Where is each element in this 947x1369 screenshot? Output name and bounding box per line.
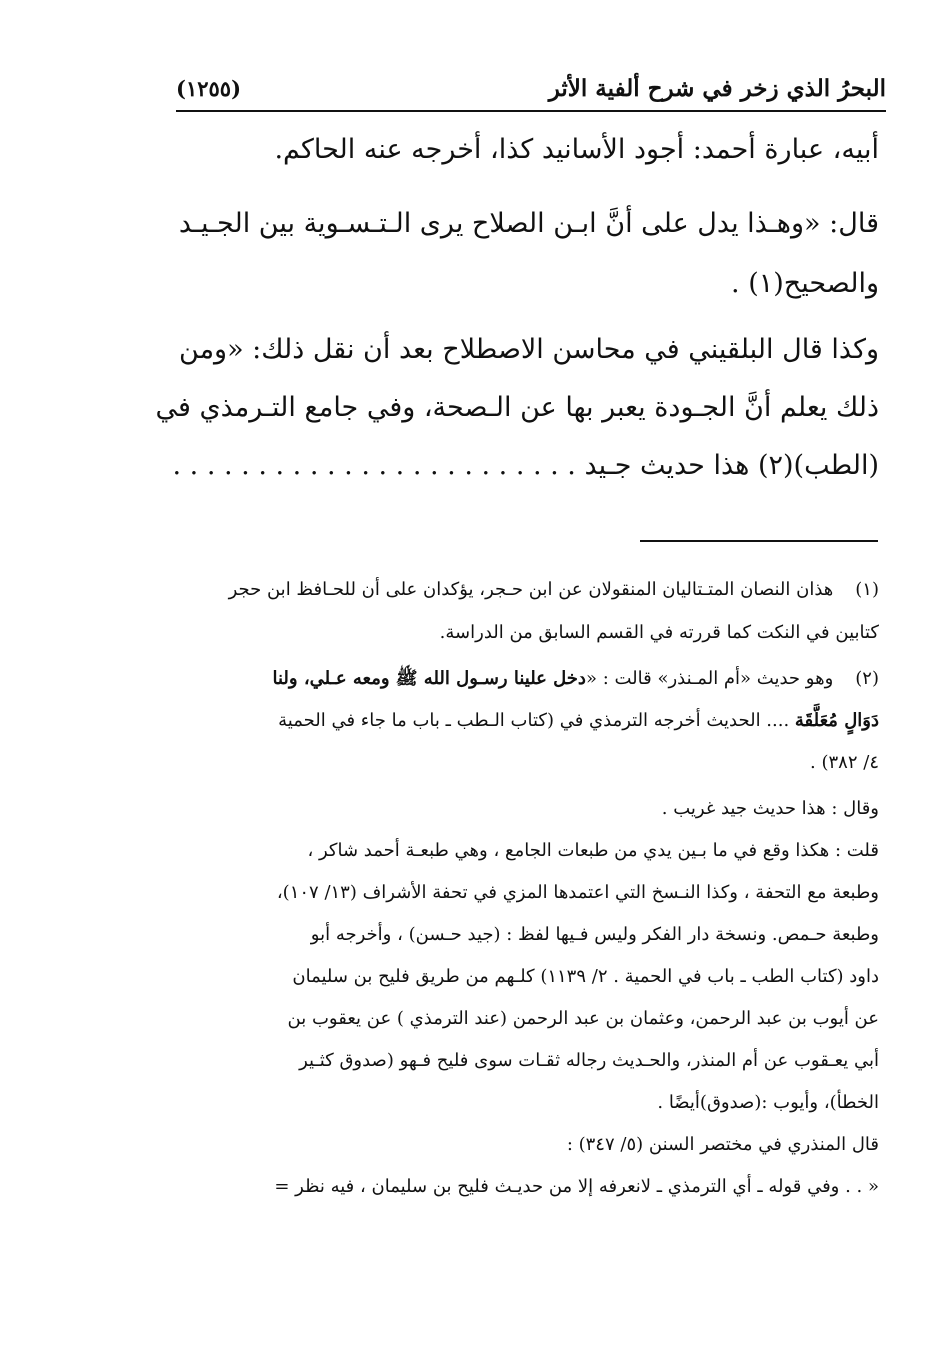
footnote-text: .... الحديث أخرجه الترمذي في (كتاب الـطب ـ باب ما جاء في الحمية [278, 710, 795, 731]
footnote-line: الخطأ)، وأيوب :(صدوق)أيضًا . [657, 1092, 879, 1113]
footnote-line: قال المنذري في مختصر السنن (٥/ ٣٤٧) : [566, 1134, 879, 1155]
footnote-line: أبي يعـقوب عن أم المنذر، والحـديث رجاله ثقـات سوى فليح فـهو (صدوق كثـير [299, 1050, 879, 1071]
footnote-line: وطبعة حـمص. ونسخة دار الفكر وليس فـيها لفظ : (جيد حـسن) ، وأخرجه أبو [310, 924, 879, 945]
footnote-separator [640, 540, 878, 542]
footnote-line: عن أيوب بن عبد الرحمن، وعثمان بن عبد الرحمن (عند الترمذي ) عن يعقوب بن [287, 1008, 879, 1029]
body-line: والصحيح(١) . [731, 268, 879, 299]
hadith-quote: دَوَالٍ مُعَلَّقَة [794, 710, 879, 731]
page-number: (١٢٥٥) [176, 75, 241, 101]
footnote-line: وطبعة مع التحفة ، وكذا النـسخ التي اعتمدها المزي في تحفة الأشراف (١٣/ ١٠٧)، [276, 882, 879, 903]
footnote-line: كتابين في النكت كما قررته في القسم السابق من الدراسة. [439, 622, 879, 643]
footnote-text: هذان النصان المتـتاليان المنقولان عن ابن حـجر، يؤكدان على أن للحـافظ ابن حجر [228, 579, 834, 600]
footnote-number: (٢) [855, 668, 879, 689]
footnote-text: وهو حديث «أم المـنذر» قالت : « [585, 668, 834, 689]
footnote-line [278, 710, 879, 731]
book-title: البحرُ الذي زخر في شرح ألفية الأثر [548, 74, 886, 102]
footnote-line: وقال : هذا حديث جيد غريب . [661, 798, 879, 819]
footnote-2 [272, 667, 879, 693]
footnote-line: ٤/ ٣٨٢) . [810, 752, 879, 773]
body-line: أبيه، عبارة أحمد: أجود الأسانيد كذا، أخرجه عنه الحاكم. [274, 134, 879, 165]
body-line: وكذا قال البلقيني في محاسن الاصطلاح بعد أن نقل ذلك: «ومن [179, 334, 879, 365]
footnote-line: « . . وفي قوله ـ أي الترمذي ـ لانعرفه إلا من حديـث فليح بن سليمان ، فيه نظر = [274, 1176, 879, 1197]
body-line: (الطب)(٢) هذا حديث جـيد . . . . . . . . . . . . . . . . . . . . . . . . [172, 450, 879, 481]
footnote-line: قلت : هكذا وقع في ما بـين يدي من طبعات الجامع ، وهي طبعـة أحمد شاكر ، [307, 840, 879, 861]
footnote-number: (١) [855, 579, 879, 600]
body-line: ذلك يعلم أنَّ الجـودة يعبر بها عن الـصحة، وفي جامع التـرمذي في [155, 392, 879, 423]
body-line: قال: «وهـذا يدل على أنَّ ابـن الصلاح يرى الـتـسـوية بين الجـيـد [178, 208, 879, 239]
footnote-line: داود (كتاب الطب ـ باب في الحمية . ٢/ ١١٣٩) كلـهم من طريق فليح بن سليمان [292, 966, 879, 987]
footnote-1 [229, 579, 879, 600]
hadith-quote: دخل علينا رسـول الله ﷺ ومعه عـلي، ولنا [272, 668, 586, 689]
running-header [176, 66, 886, 112]
